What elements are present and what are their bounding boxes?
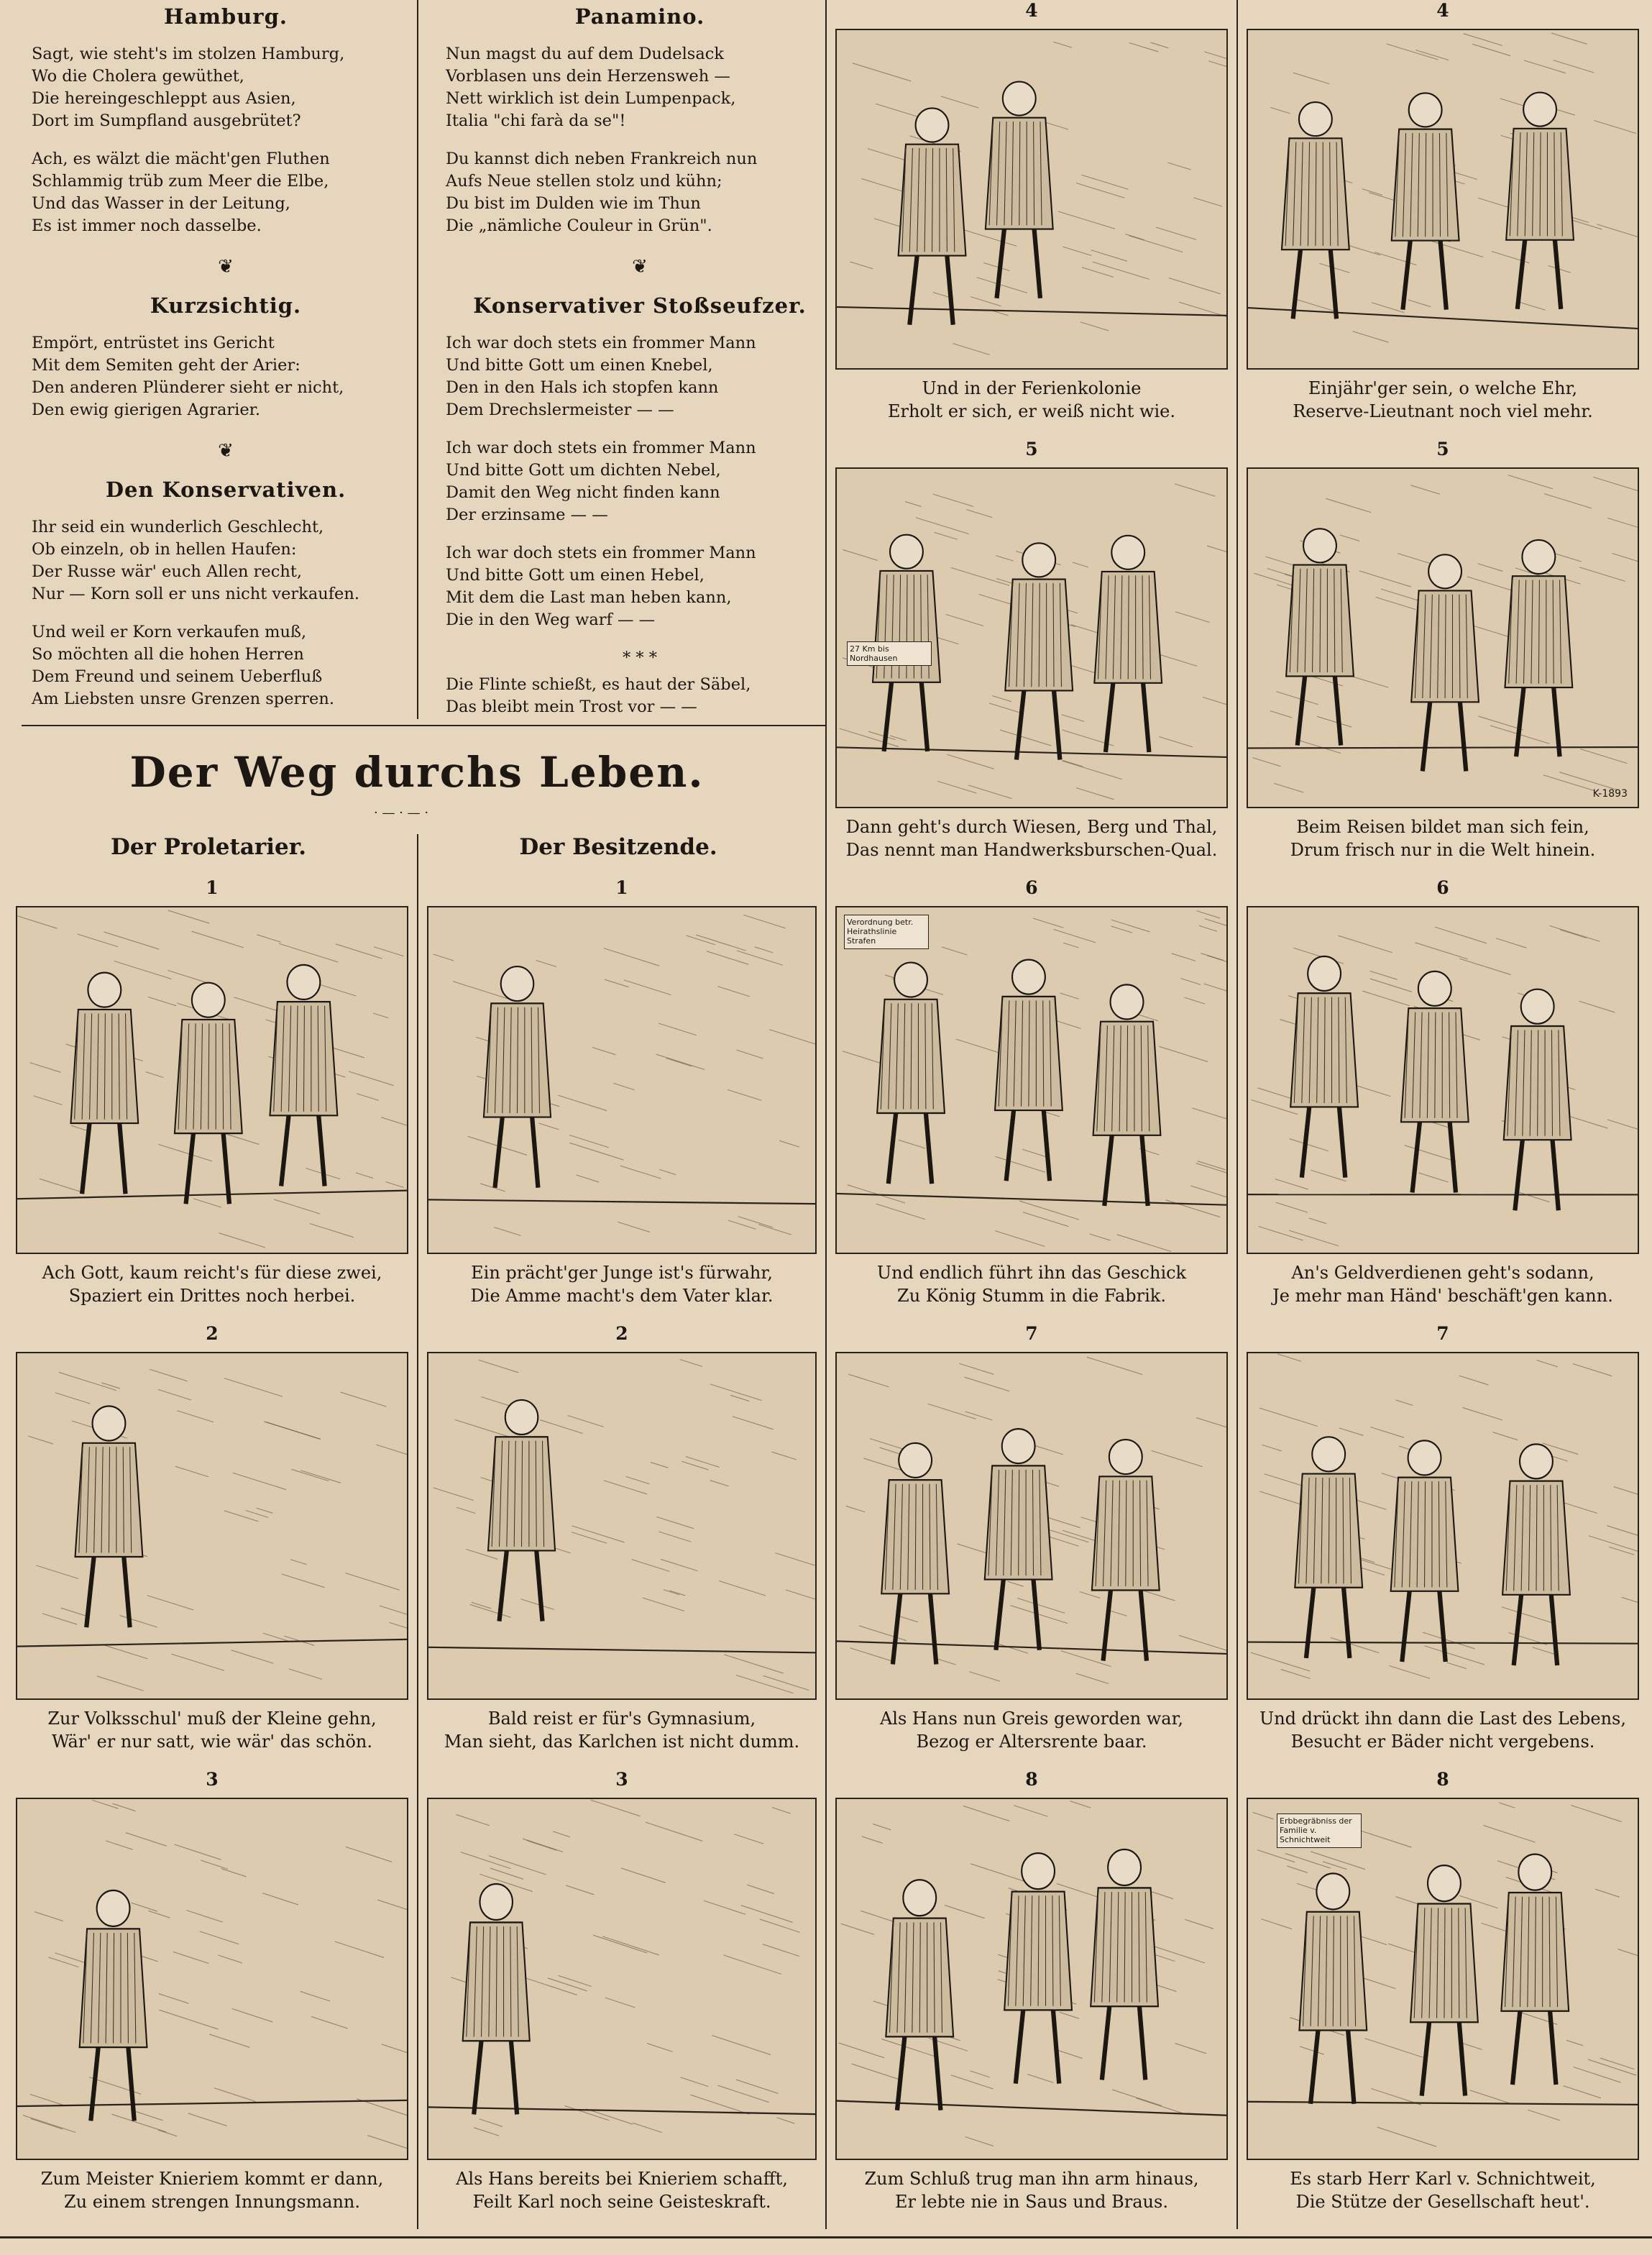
section-rule [22,725,825,726]
poem-stanza: Ach, es wälzt die mächt'gen Fluthen Schlammig trüb zum Meer die Elbe, Und das Wasser in der Leitung, Es ist immer noch dasselbe. [32,150,330,235]
panel-illustration [16,906,408,1254]
poem-column-2 [446,0,834,737]
panel-caption: Es starb Herr Karl v. Schnichtweit, Die Stütze der Gesellschaft heut'. [1290,2169,1596,2212]
panel-illustration [16,1352,408,1700]
panel-caption: Als Hans nun Greis geworden war, Bezog er Altersrente baar. [879,1709,1184,1752]
heading-proletarier: Der Proletarier. [110,834,307,860]
comic-panel-b5 [1238,439,1648,870]
comic-panel-b4 [1238,0,1648,431]
poem-stanza: Und weil er Korn verkaufen muß, So möchten all die hohen Herren Dem Freund und seinem Ueberfluß Am Liebsten unsre Grenzen sperren. [32,623,334,708]
comic-panel-p4 [827,0,1236,431]
poem-title: Panamino. [574,4,705,29]
comic-panel-p8 [827,1769,1236,2222]
comic-panel-b6 [1238,877,1648,1316]
comic-panel-p6 [827,877,1236,1316]
panel-caption: Und drückt ihn dann die Last des Lebens, Besucht er Bäder nicht vergebens. [1259,1709,1626,1752]
panel-illustration [835,1798,1228,2160]
panel-illustration [1247,1798,1639,2160]
panel-illustration [835,906,1228,1254]
panel-caption: Zum Meister Knieriem kommt er dann, Zu einem strengen Innungsmann. [40,2169,384,2212]
title-ornament: · — · — · [374,805,429,820]
comic-panel-p7 [827,1323,1236,1762]
panel-illustration [1247,467,1639,808]
comic-panel-b7 [1238,1323,1648,1762]
poem-title: Kurzsichtig. [150,293,302,318]
poem-stanza: Die Flinte schießt, es haut der Säbel, Das bleibt mein Trost vor — — [446,675,751,716]
panel-caption: Dann geht's durch Wiesen, Berg und Thal, Das nennt man Handwerksburschen-Qual. [845,817,1218,860]
page-title: Der Weg durchs Leben. [129,748,705,797]
panel-illustration [1247,1352,1639,1700]
poem-panamino [446,4,834,237]
panel-illustration [835,29,1228,370]
grape-ornament-icon: ❦ [632,256,648,278]
grape-ornament-icon: ❦ [218,256,234,278]
panel-caption: Zum Schluß trug man ihn arm hinaus, Er lebte nie in Saus und Braus. [864,2169,1199,2212]
panel-number: 4 [1436,0,1449,21]
panel-caption: Einjähr'ger sein, o welche Ehr, Reserve-Lieutnant noch viel mehr. [1293,378,1593,421]
panel-illustration [835,467,1228,808]
panel-number: 4 [1025,0,1038,21]
panel-illustration [16,1798,408,2160]
poem-den-konservativen [32,477,420,710]
poem-stanza: Ich war doch stets ein frommer Mann Und bitte Gott um einen Hebel, Mit dem die Last man heben kann, Die in den Weg warf — — [446,544,756,629]
panel-caption: Beim Reisen bildet man sich fein, Drum frisch nur in die Welt hinein. [1290,817,1596,860]
column-rule [417,0,418,719]
notice-sign: Verordnung betr. Heirathslinie Strafen [844,915,929,949]
panel-illustration [427,1352,817,1700]
panel-illustration [835,1352,1228,1700]
panel-illustration [1247,906,1639,1254]
grape-ornament-icon: ❦ [218,440,234,462]
poem-stanza: Ihr seid ein wunderlich Geschlecht, Ob einzeln, ob in hellen Haufen: Der Russe wär' euch Allen recht, Nur — Korn soll er uns nicht verkaufen. [32,518,360,603]
poem-hamburg [32,4,420,237]
poem-stanza: Nun magst du auf dem Dudelsack Vorblasen uns dein Herzensweh — Nett wirklich ist dein Lumpenpack, Italia "chi farà da se"! [446,45,736,130]
panel-caption: Als Hans bereits bei Knieriem schafft, Feilt Karl noch seine Geisteskraft. [456,2169,788,2212]
comic-panel-b1 [418,877,825,1316]
panel-number: 6 [1436,877,1449,898]
panel-number: 1 [206,877,219,898]
comic-panel-p3 [7,1769,417,2222]
panel-caption: Und in der Ferienkolonie Erholt er sich, er weiß nicht wie. [887,378,1176,421]
panel-caption: Ach Gott, kaum reicht's für diese zwei, Spaziert ein Drittes noch herbei. [42,1263,382,1306]
panel-illustration [427,906,817,1254]
comic-panel-b2 [418,1323,825,1762]
panel-number: 5 [1436,439,1449,459]
poem-stanza: Empört, entrüstet ins Gericht Mit dem Semiten geht der Arier: Den anderen Plünderer sieht er nicht, Den ewig gierigen Agrarier. [32,334,344,419]
artist-signature: K-1893 [1592,788,1628,800]
panel-number: 6 [1025,877,1038,898]
panel-number: 3 [615,1769,628,1790]
poem-title: Den Konservativen. [105,477,347,502]
milestone-sign: 27 Km bis Nordhausen [847,641,932,666]
panel-caption: Ein prächt'ger Junge ist's fürwahr, Die Amme macht's dem Vater klar. [470,1263,774,1306]
panel-number: 2 [615,1323,628,1344]
panel-number: 1 [615,877,628,898]
poem-stossseufzer [446,293,834,718]
comic-panel-b3 [418,1769,825,2222]
heading-besitzende: Der Besitzende. [519,834,717,860]
bottom-rule [0,2236,1652,2238]
poem-stanza: Ich war doch stets ein frommer Mann Und bitte Gott um dichten Nebel, Damit den Weg nicht finden kann Der erzinsame — — [446,439,756,524]
panel-number: 8 [1025,1769,1038,1790]
poem-stanza: Sagt, wie steht's im stolzen Hamburg, Wo die Cholera gewüthet, Die hereingeschleppt aus Asien, Dort im Sumpfland ausgebrütet? [32,45,345,130]
panel-number: 5 [1025,439,1038,459]
panel-number: 2 [206,1323,219,1344]
poem-kurzsichtig [32,293,420,421]
tomb-inscription: Erbbegräbniss der Familie v. Schnichtweit [1277,1813,1362,1848]
poem-stanza: Ich war doch stets ein frommer Mann Und bitte Gott um einen Knebel, Den in den Hals ich stopfen kann Dem Drechslermeister — — [446,334,756,419]
panel-illustration [1247,29,1639,370]
poem-title: Konservativer Stoßseufzer. [473,293,807,318]
panel-number: 7 [1436,1323,1449,1344]
poem-title: Hamburg. [164,4,288,29]
panel-illustration [427,1798,817,2160]
poem-stanza: Du kannst dich neben Frankreich nun Aufs Neue stellen stolz und kühn; Du bist im Dulden wie im Thun Die „nämliche Couleur in Grün". [446,150,758,235]
comic-panel-p1 [7,877,417,1316]
comic-panel-b8 [1238,1769,1648,2222]
panel-number: 8 [1436,1769,1449,1790]
panel-number: 7 [1025,1323,1038,1344]
panel-caption: An's Geldverdienen geht's sodann, Je mehr man Händ' beschäft'gen kann. [1272,1263,1613,1306]
poem-column-1 [32,0,420,729]
panel-caption: Bald reist er für's Gymnasium, Man sieht, das Karlchen ist nicht dumm. [444,1709,800,1752]
asterisk-divider: * * * [622,649,658,667]
panel-number: 3 [206,1769,219,1790]
comic-panel-p2 [7,1323,417,1762]
panel-caption: Und endlich führt ihn das Geschick Zu König Stumm in die Fabrik. [876,1263,1187,1306]
comic-panel-p5 [827,439,1236,870]
panel-caption: Zur Volksschul' muß der Kleine gehn, Wär' er nur satt, wie wär' das schön. [47,1709,377,1752]
